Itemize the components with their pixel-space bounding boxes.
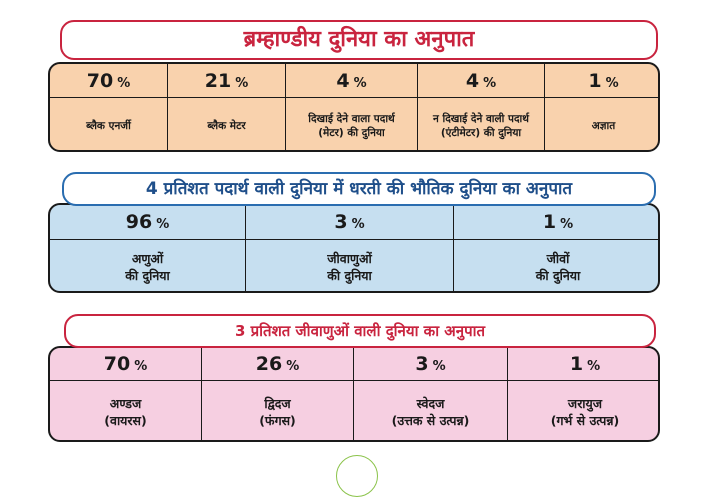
cell-label	[354, 381, 508, 442]
label-line2: की दुनिया	[125, 267, 170, 283]
label-line2: की दुनिया	[535, 267, 581, 283]
value: 4	[465, 69, 480, 92]
label-line1: जीवों	[546, 250, 570, 266]
unit: %	[353, 75, 367, 91]
label-line2: (उत्तक से उत्पन्न)	[391, 412, 470, 428]
label-line1: अणुओं	[131, 250, 164, 266]
matter-proportion-table	[48, 203, 660, 293]
unit: %	[560, 217, 574, 232]
value: 96	[125, 211, 153, 233]
cell-value	[202, 348, 354, 381]
cell-label	[202, 381, 354, 442]
cell-value	[286, 64, 418, 98]
cell-value	[50, 348, 202, 381]
bacteria-proportion-table	[48, 346, 660, 442]
label-line1: द्विदज	[264, 395, 291, 411]
unit: %	[117, 75, 131, 91]
bacteria-proportion-title: 3 प्रतिशत जीवाणुओं वाली दुनिया का अनुपात	[64, 314, 656, 348]
value: 70	[103, 353, 131, 375]
cell-label	[50, 240, 246, 293]
cell-value	[50, 205, 246, 240]
unit: %	[432, 359, 446, 374]
unit: %	[587, 359, 601, 374]
page-number-circle	[336, 455, 378, 497]
cell-label	[168, 98, 286, 152]
cell-value	[454, 205, 660, 240]
value: 3	[334, 211, 348, 233]
cell-label	[50, 98, 168, 152]
value: 21	[204, 69, 232, 92]
cell-label	[286, 98, 418, 152]
cell-value	[168, 64, 286, 98]
cell-label	[545, 98, 660, 152]
unit: %	[134, 359, 148, 374]
label-line1: स्वेदज	[416, 395, 445, 411]
cell-value	[418, 64, 545, 98]
cell-label	[418, 98, 545, 152]
value: 70	[86, 69, 114, 92]
cell-value	[246, 205, 454, 240]
unit: %	[483, 75, 497, 91]
label-line2: (वायरस)	[104, 412, 147, 428]
label-line2: (मेटर) की दुनिया	[318, 127, 385, 139]
value: 1	[542, 211, 557, 233]
unit: %	[156, 217, 170, 232]
value: 26	[255, 353, 283, 375]
matter-proportion-title: 4 प्रतिशत पदार्थ वाली दुनिया में धरती की भौतिक दुनिया का अनुपात	[62, 172, 656, 206]
value: 4	[336, 69, 350, 92]
label-line2: की दुनिया	[327, 267, 372, 283]
unit: %	[351, 217, 365, 232]
cell-label	[50, 381, 202, 442]
label-line1: अण्डज	[109, 395, 142, 411]
cell-value	[508, 348, 660, 381]
label-line1: जरायुज	[567, 395, 603, 411]
cell-value	[545, 64, 660, 98]
label-line1: ब्लैक एनर्जी	[86, 119, 131, 132]
cell-label	[246, 240, 454, 293]
cell-label	[454, 240, 660, 293]
unit: %	[235, 75, 249, 91]
value: 1	[588, 69, 602, 92]
label-line2: (फंगस)	[259, 412, 296, 428]
cell-value	[50, 64, 168, 98]
cosmic-proportion-table	[48, 62, 660, 152]
label-line1: अज्ञात	[591, 119, 616, 132]
value: 3	[415, 353, 429, 375]
label-line1: जीवाणुओं	[327, 250, 372, 266]
cosmic-proportion-title: ब्रम्हाण्डीय दुनिया का अनुपात	[60, 20, 658, 60]
value: 1	[569, 353, 584, 375]
unit: %	[605, 75, 619, 91]
label-line1: न दिखाई देने वाली पदार्थ	[433, 112, 529, 125]
label-line1: दिखाई देने वाला पदार्थ	[308, 112, 395, 125]
unit: %	[286, 359, 300, 374]
label-line2: (एंटीमेटर) की दुनिया	[440, 127, 522, 139]
label-line1: ब्लैक मेटर	[207, 119, 246, 132]
cell-value	[354, 348, 508, 381]
label-line2: (गर्भ से उत्पन्न)	[550, 412, 620, 428]
cell-label	[508, 381, 660, 442]
